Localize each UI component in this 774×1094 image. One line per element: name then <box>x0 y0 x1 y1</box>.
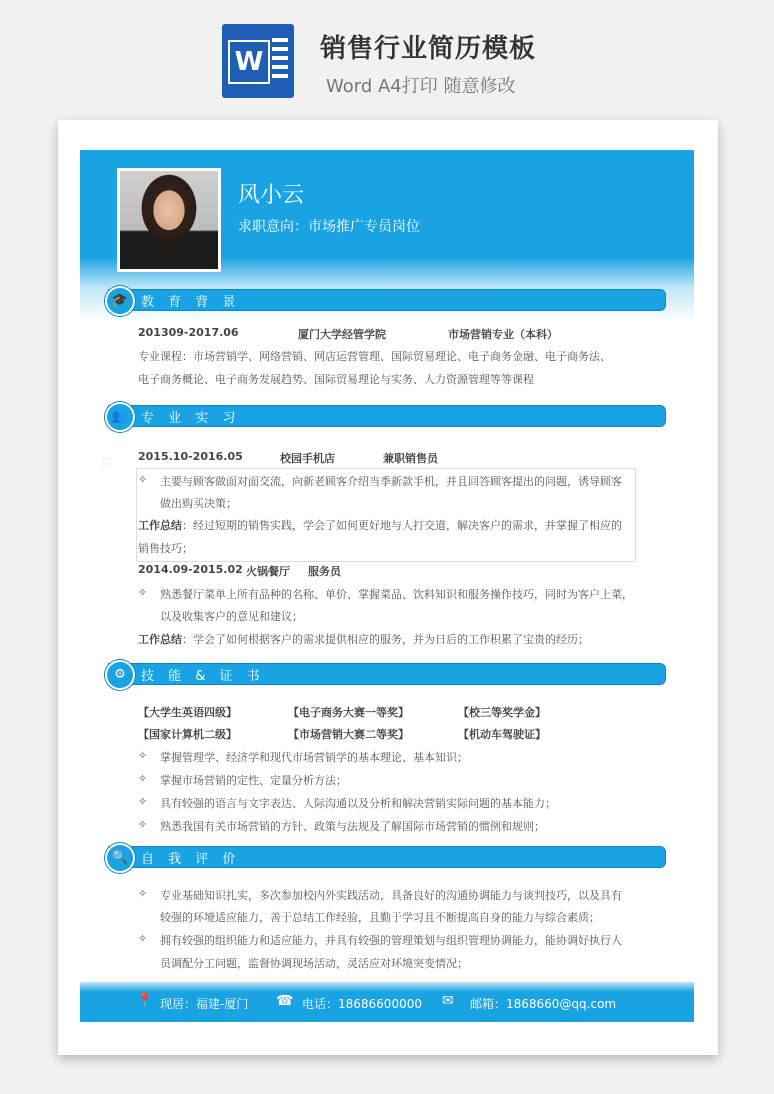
cert: 【市场营销大赛二等奖】 <box>288 728 409 741</box>
job1-duty-2: 做出购买决策； <box>160 497 237 510</box>
graduation-cap-icon: 🎓 <box>105 286 135 316</box>
location-pin-icon: 📍 <box>136 993 154 1009</box>
section-title: 专 业 实 习 <box>141 411 241 426</box>
skill-item: 掌握管理学、经济学和现代市场营销学的基本理论、基本知识； <box>160 751 468 764</box>
self-p1-2: 较强的环境适应能力，善于总结工作经验，且勤于学习且不断提高自身的能力与综合素质； <box>160 911 600 924</box>
section-title: 技 能 & 证 书 <box>141 669 265 684</box>
job1-period: 2015.10-2016.05 <box>138 450 243 463</box>
job2-period: 2014.09-2015.02 <box>138 563 243 576</box>
avatar <box>117 168 221 272</box>
gears-icon: ⚙ <box>105 660 135 690</box>
template-banner <box>0 0 774 112</box>
edu-school: 厦门大学经管学院 <box>298 328 386 341</box>
banner-title: 销售行业简历模板 <box>320 34 537 64</box>
job1-duty-1: 主要与顾客做面对面交流，向新老顾客介绍当季新款手机，并且回答顾客提出的问题，诱导顾客 <box>160 475 622 488</box>
self-p2-2: 员调配分工问题，监督协调现场活动，灵活应对环境突变情况； <box>160 957 468 970</box>
cert: 【大学生英语四级】 <box>138 706 237 719</box>
people-icon: 👥 <box>105 402 135 432</box>
skill-item: 具有较强的语言与文字表达、人际沟通以及分析和解决营销实际问题的基本能力； <box>160 797 556 810</box>
phone-icon: ☎ <box>276 993 294 1009</box>
summary-label: 工作总结 <box>138 519 182 532</box>
mail-icon: ✉ <box>442 993 454 1009</box>
job2-role: 服务员 <box>308 565 341 578</box>
self-p1-1: 专业基础知识扎实，多次参加校内外实践活动，具备良好的沟通协调能力与谈判技巧，以及具有 <box>160 889 622 902</box>
job2-duty-2: 以及收集客户的意见和建议； <box>160 610 303 623</box>
cert: 【电子商务大赛一等奖】 <box>288 706 409 719</box>
job1-company: 校园手机店 <box>280 452 335 465</box>
job2-company: 火锅餐厅 <box>246 565 290 578</box>
job-intent: 求职意向：市场推广专员岗位 <box>238 219 420 235</box>
job1-role: 兼职销售员 <box>383 452 438 465</box>
word-letter: W <box>228 40 270 84</box>
word-icon <box>222 24 294 98</box>
bullet: ✧ <box>138 473 148 486</box>
contact-phone: 电话：18686600000 <box>302 997 422 1011</box>
bullet: ✧ <box>138 932 148 945</box>
section-education <box>108 289 666 311</box>
bullet: ✧ <box>138 887 148 900</box>
self-p2-1: 拥有较强的组织能力和适应能力，并具有较强的管理策划与组织管理协调能力，能协调好执行人 <box>160 934 622 947</box>
magnifier-icon: 🔍 <box>105 843 135 873</box>
edu-period: 201309-2017.06 <box>138 326 239 339</box>
cert: 【校三等奖学金】 <box>458 706 546 719</box>
banner-subtitle: Word A4打印 随意修改 <box>326 76 516 97</box>
bullet: ✧ <box>138 586 148 599</box>
job1-summary-2: 销售技巧； <box>138 542 193 555</box>
edu-courses-1: 专业课程：市场营销学、网络营销、网店运营管理、国际贸易理论、电子商务金融、电子商务法、 <box>138 350 611 363</box>
bullet: ✧ <box>138 749 148 762</box>
edu-major: 市场营销专业（本科） <box>448 328 558 341</box>
skill-item: 掌握市场营销的定性、定量分析方法； <box>160 774 347 787</box>
job2-duty-1: 熟悉餐厅菜单上所有品种的名称、单价、掌握菜品、饮料知识和服务操作技巧，同时为客户上菜， <box>160 588 633 601</box>
section-internship <box>108 405 666 427</box>
bullet: ✧ <box>138 818 148 831</box>
section-title: 自 我 评 价 <box>141 852 241 867</box>
section-skills <box>108 663 666 685</box>
skill-item: 熟悉我国有关市场营销的方针、政策与法规及了解国际市场营销的惯例和规则； <box>160 820 545 833</box>
job1-summary-1: ：经过短期的销售实践，学会了如何更好地与人打交道，解决客户的需求，并掌握了相应的 <box>182 519 622 532</box>
section-title: 教 育 背 景 <box>141 295 241 310</box>
contact-email: 邮箱：1868660@qq.com <box>470 997 617 1011</box>
bullet: ✧ <box>138 795 148 808</box>
section-self-evaluation <box>108 846 666 868</box>
job2-summary-1: ：学会了如何根据客户的需求提供相应的服务，并为日后的工作积累了宝贵的经历； <box>182 633 589 646</box>
contact-footer <box>80 982 694 1022</box>
bullet: ✧ <box>138 772 148 785</box>
cert: 【国家计算机二级】 <box>138 728 237 741</box>
summary-label: 工作总结 <box>138 633 182 646</box>
cert: 【机动车驾驶证】 <box>458 728 546 741</box>
contact-address: 现居：福建-厦门 <box>160 997 249 1011</box>
edu-courses-2: 电子商务概论、电子商务发展趋势、国际贸易理论与实务、人力资源管理等等课程 <box>138 373 534 386</box>
candidate-name: 风小云 <box>238 183 305 208</box>
resume-page: ✧ 风小云 求职意向：市场推广专员岗位 🎓 教 育 背 景 201309-2017.06 厦门大学经管学院 市场营销专业（本科） 专业课程：市场营销学、网络营销、网店运营管理、国际贸易理论、电子商务金融、电子商务法、 电子商务概论、电子商务发展趋势、国际贸易理论与实务、人力资源管理等等课程 👥 专 业 实 习 2015.10-2016.05 校园手机店 兼职销售员 ✧ 主要与顾客做面对面交流，向新老顾客介绍当季新款手机，并且回答顾客提出的问题，诱导顾客 做出购买决策； 工作总结：经过短期的销售实践，学会了如何更好地与人打交道，解决客户的需求，并掌握了相应的 销售技巧； 2014.09-2015.02 火锅餐厅 服务员 ✧ 熟悉餐厅菜单上所有品种的名称、单价、掌握菜品、饮料知识和服务操作技巧，同时为客户上菜， 以及收集客户的意见和建议； 工作总结：学会了如何根据客户的需求提供相应的服务，并为日后的工作积累了宝贵的经历； ⚙ 技 能 & 证 书 【大学生英语四级】 【电子商务大赛一等奖】 【校三等奖学金】 【国家计算机二级】 【市场营销大赛二等奖】 【机动车驾驶证】 ✧ 掌握管理学、经济学和现代市场营销学的基本理论、基本知识； ✧ 掌握市场营销的定性、定量分析方法； ✧ 具有较强的语言与文字表达、人际沟通以及分析和解决营销实际问题的基本能力； ✧ 熟悉我国有关市场营销的方针、政策与法规及了解国际市场营销的惯例和规则； 🔍 自 我 评 价 ✧ 专业基础知识扎实，多次参加校内外实践活动，具备良好的沟通协调能力与谈判技巧，以及具有 较强的环境适应能力，善于总结工作经验，且勤于学习且不断提高自身的能力与综合素质； ✧ 拥有较强的组织能力和适应能力，并具有较强的管理策划与组织管理协调能力，能协调好执行人 员调配分工问题，监督协调现场活动，灵活应对环境突变情况； 📍 现居：福建-厦门 ☎ 电话：18686600000 ✉ 邮箱：1868660@qq.com <box>58 120 718 1055</box>
